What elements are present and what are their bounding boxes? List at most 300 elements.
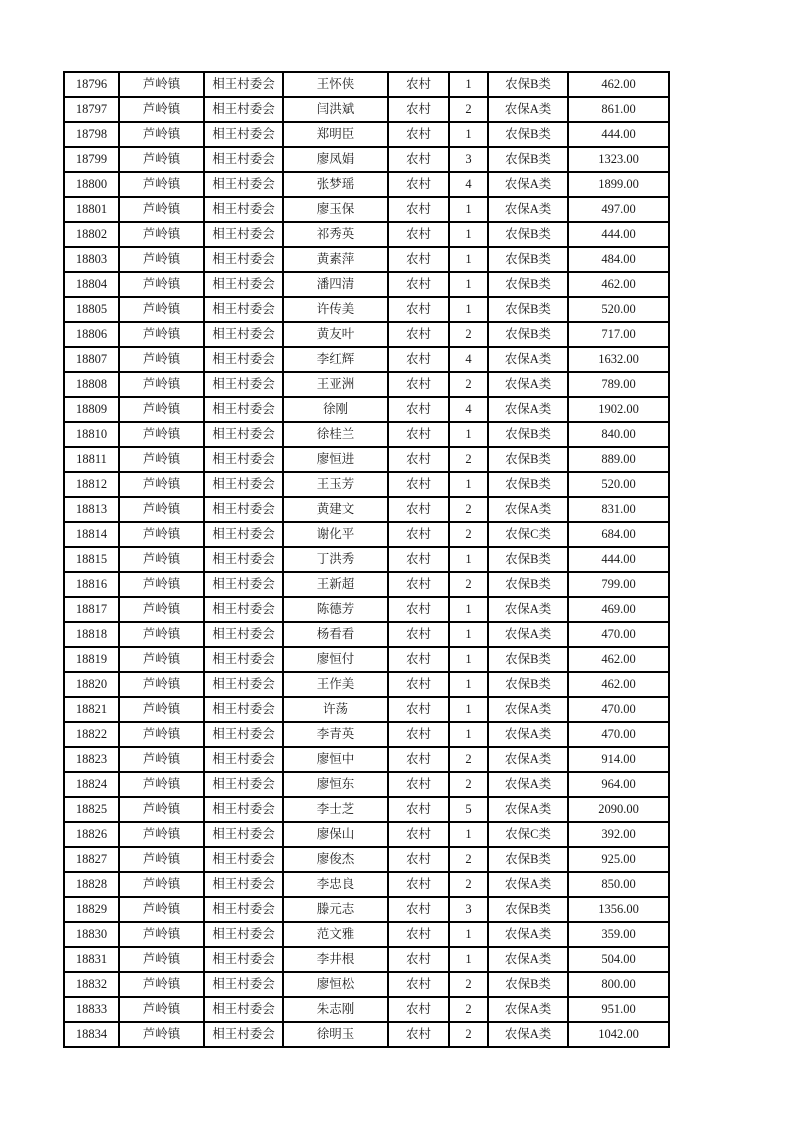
cell-town: 芦岭镇 [119,572,204,597]
table-row [64,597,669,622]
cell-record-id: 18806 [64,322,119,347]
cell-residence-type: 农村 [388,672,449,697]
cell-amount: 2090.00 [568,797,669,822]
cell-village-committee: 相王村委会 [204,672,283,697]
cell-residence-type: 农村 [388,797,449,822]
cell-residence-type: 农村 [388,497,449,522]
cell-person-count: 1 [449,422,488,447]
cell-person-name: 徐明玉 [283,1022,388,1047]
table-row [64,372,669,397]
cell-amount: 470.00 [568,722,669,747]
cell-insurance-category: 农保A类 [488,947,568,972]
cell-amount: 462.00 [568,672,669,697]
cell-amount: 359.00 [568,922,669,947]
table-row [64,447,669,472]
cell-residence-type: 农村 [388,297,449,322]
cell-village-committee: 相王村委会 [204,997,283,1022]
cell-amount: 964.00 [568,772,669,797]
cell-person-count: 2 [449,847,488,872]
cell-amount: 861.00 [568,97,669,122]
cell-person-name: 徐桂兰 [283,422,388,447]
cell-person-count: 4 [449,172,488,197]
cell-person-name: 廖俊杰 [283,847,388,872]
cell-residence-type: 农村 [388,897,449,922]
cell-record-id: 18807 [64,347,119,372]
cell-village-committee: 相王村委会 [204,747,283,772]
cell-person-count: 1 [449,922,488,947]
cell-record-id: 18805 [64,297,119,322]
cell-person-name: 杨看看 [283,622,388,647]
cell-person-name: 许传美 [283,297,388,322]
cell-person-name: 黄建文 [283,497,388,522]
cell-town: 芦岭镇 [119,897,204,922]
cell-insurance-category: 农保A类 [488,722,568,747]
cell-person-name: 李红辉 [283,347,388,372]
table-row [64,897,669,922]
table-row [64,122,669,147]
cell-town: 芦岭镇 [119,672,204,697]
table-row [64,347,669,372]
cell-insurance-category: 农保A类 [488,747,568,772]
cell-person-count: 2 [449,772,488,797]
cell-person-count: 2 [449,872,488,897]
cell-person-name: 廖凤娟 [283,147,388,172]
cell-person-name: 祁秀英 [283,222,388,247]
cell-amount: 470.00 [568,697,669,722]
cell-insurance-category: 农保B类 [488,147,568,172]
cell-town: 芦岭镇 [119,997,204,1022]
cell-village-committee: 相王村委会 [204,897,283,922]
cell-village-committee: 相王村委会 [204,872,283,897]
cell-record-id: 18803 [64,247,119,272]
cell-amount: 889.00 [568,447,669,472]
table-row [64,297,669,322]
cell-amount: 684.00 [568,522,669,547]
cell-person-name: 李忠良 [283,872,388,897]
cell-record-id: 18812 [64,472,119,497]
cell-village-committee: 相王村委会 [204,572,283,597]
cell-amount: 1902.00 [568,397,669,422]
cell-residence-type: 农村 [388,972,449,997]
cell-insurance-category: 农保A类 [488,697,568,722]
cell-residence-type: 农村 [388,447,449,472]
cell-town: 芦岭镇 [119,847,204,872]
cell-person-name: 范文雅 [283,922,388,947]
table-row [64,247,669,272]
cell-person-count: 1 [449,72,488,97]
cell-town: 芦岭镇 [119,172,204,197]
cell-insurance-category: 农保B类 [488,222,568,247]
cell-record-id: 18797 [64,97,119,122]
cell-amount: 497.00 [568,197,669,222]
cell-amount: 831.00 [568,497,669,522]
table-row [64,922,669,947]
cell-residence-type: 农村 [388,997,449,1022]
cell-village-committee: 相王村委会 [204,247,283,272]
cell-town: 芦岭镇 [119,622,204,647]
cell-record-id: 18833 [64,997,119,1022]
cell-village-committee: 相王村委会 [204,272,283,297]
table-row [64,747,669,772]
cell-town: 芦岭镇 [119,947,204,972]
cell-residence-type: 农村 [388,222,449,247]
cell-person-name: 廖恒进 [283,447,388,472]
cell-person-name: 郑明臣 [283,122,388,147]
cell-insurance-category: 农保A类 [488,347,568,372]
cell-person-name: 潘四清 [283,272,388,297]
cell-insurance-category: 农保B类 [488,547,568,572]
cell-insurance-category: 农保A类 [488,872,568,897]
cell-amount: 392.00 [568,822,669,847]
cell-insurance-category: 农保B类 [488,672,568,697]
cell-insurance-category: 农保B类 [488,897,568,922]
cell-person-count: 1 [449,722,488,747]
cell-insurance-category: 农保B类 [488,422,568,447]
cell-record-id: 18816 [64,572,119,597]
cell-residence-type: 农村 [388,747,449,772]
cell-person-count: 1 [449,647,488,672]
cell-residence-type: 农村 [388,472,449,497]
cell-amount: 925.00 [568,847,669,872]
cell-person-count: 1 [449,697,488,722]
cell-record-id: 18800 [64,172,119,197]
cell-residence-type: 农村 [388,322,449,347]
cell-residence-type: 农村 [388,372,449,397]
cell-person-count: 1 [449,547,488,572]
cell-record-id: 18818 [64,622,119,647]
cell-person-name: 王亚洲 [283,372,388,397]
cell-village-committee: 相王村委会 [204,297,283,322]
cell-village-committee: 相王村委会 [204,522,283,547]
cell-person-count: 5 [449,797,488,822]
cell-insurance-category: 农保C类 [488,822,568,847]
table-row [64,647,669,672]
cell-person-count: 2 [449,497,488,522]
cell-insurance-category: 农保A类 [488,622,568,647]
benefit-roster-table [63,71,670,1048]
cell-person-name: 陈德芳 [283,597,388,622]
cell-amount: 717.00 [568,322,669,347]
cell-residence-type: 农村 [388,872,449,897]
cell-residence-type: 农村 [388,697,449,722]
cell-person-name: 张梦瑶 [283,172,388,197]
cell-town: 芦岭镇 [119,72,204,97]
cell-person-count: 2 [449,1022,488,1047]
cell-residence-type: 农村 [388,147,449,172]
cell-record-id: 18811 [64,447,119,472]
cell-town: 芦岭镇 [119,647,204,672]
cell-village-committee: 相王村委会 [204,647,283,672]
table-row [64,322,669,347]
cell-insurance-category: 农保B类 [488,572,568,597]
cell-person-count: 1 [449,197,488,222]
cell-person-name: 廖恒付 [283,647,388,672]
cell-village-committee: 相王村委会 [204,922,283,947]
cell-person-name: 廖恒松 [283,972,388,997]
table-row [64,547,669,572]
cell-amount: 444.00 [568,122,669,147]
cell-person-count: 1 [449,122,488,147]
cell-village-committee: 相王村委会 [204,222,283,247]
cell-person-name: 黄素萍 [283,247,388,272]
cell-town: 芦岭镇 [119,147,204,172]
table-row [64,1022,669,1047]
cell-amount: 1042.00 [568,1022,669,1047]
cell-village-committee: 相王村委会 [204,97,283,122]
cell-person-count: 1 [449,622,488,647]
cell-village-committee: 相王村委会 [204,722,283,747]
cell-record-id: 18823 [64,747,119,772]
cell-record-id: 18820 [64,672,119,697]
cell-village-committee: 相王村委会 [204,797,283,822]
cell-amount: 1899.00 [568,172,669,197]
cell-record-id: 18831 [64,947,119,972]
cell-insurance-category: 农保B类 [488,322,568,347]
cell-residence-type: 农村 [388,647,449,672]
cell-person-name: 王怀侠 [283,72,388,97]
table-row [64,197,669,222]
cell-insurance-category: 农保A类 [488,922,568,947]
table-row [64,672,669,697]
cell-town: 芦岭镇 [119,697,204,722]
cell-amount: 504.00 [568,947,669,972]
table-row [64,572,669,597]
cell-village-committee: 相王村委会 [204,697,283,722]
cell-record-id: 18830 [64,922,119,947]
cell-residence-type: 农村 [388,597,449,622]
cell-village-committee: 相王村委会 [204,597,283,622]
cell-town: 芦岭镇 [119,297,204,322]
cell-village-committee: 相王村委会 [204,947,283,972]
table-row [64,972,669,997]
cell-record-id: 18819 [64,647,119,672]
cell-person-count: 2 [449,572,488,597]
cell-town: 芦岭镇 [119,372,204,397]
cell-insurance-category: 农保B类 [488,297,568,322]
cell-village-committee: 相王村委会 [204,772,283,797]
cell-amount: 850.00 [568,872,669,897]
table-row [64,797,669,822]
cell-residence-type: 农村 [388,922,449,947]
cell-record-id: 18825 [64,797,119,822]
table-row [64,622,669,647]
table-row [64,472,669,497]
table-row [64,397,669,422]
cell-person-count: 4 [449,397,488,422]
table-row [64,497,669,522]
table-row [64,422,669,447]
cell-person-count: 1 [449,822,488,847]
cell-record-id: 18801 [64,197,119,222]
cell-person-name: 廖恒东 [283,772,388,797]
cell-village-committee: 相王村委会 [204,172,283,197]
cell-person-name: 王玉芳 [283,472,388,497]
cell-village-committee: 相王村委会 [204,147,283,172]
cell-amount: 914.00 [568,747,669,772]
cell-insurance-category: 农保B类 [488,122,568,147]
cell-residence-type: 农村 [388,947,449,972]
cell-town: 芦岭镇 [119,447,204,472]
cell-amount: 1356.00 [568,897,669,922]
cell-record-id: 18817 [64,597,119,622]
cell-person-name: 许荡 [283,697,388,722]
cell-amount: 520.00 [568,472,669,497]
cell-residence-type: 农村 [388,122,449,147]
table-row [64,997,669,1022]
table-row [64,72,669,97]
cell-record-id: 18802 [64,222,119,247]
cell-residence-type: 农村 [388,397,449,422]
cell-record-id: 18827 [64,847,119,872]
table-row [64,772,669,797]
cell-town: 芦岭镇 [119,872,204,897]
cell-insurance-category: 农保B类 [488,447,568,472]
cell-person-name: 朱志刚 [283,997,388,1022]
table-body [64,72,669,1047]
cell-town: 芦岭镇 [119,597,204,622]
cell-town: 芦岭镇 [119,972,204,997]
cell-village-committee: 相王村委会 [204,372,283,397]
cell-village-committee: 相王村委会 [204,347,283,372]
cell-town: 芦岭镇 [119,522,204,547]
table-row [64,222,669,247]
cell-record-id: 18822 [64,722,119,747]
cell-residence-type: 农村 [388,847,449,872]
cell-record-id: 18815 [64,547,119,572]
cell-record-id: 18821 [64,697,119,722]
cell-record-id: 18814 [64,522,119,547]
cell-person-count: 2 [449,522,488,547]
cell-person-count: 3 [449,147,488,172]
cell-village-committee: 相王村委会 [204,622,283,647]
cell-village-committee: 相王村委会 [204,322,283,347]
cell-insurance-category: 农保A类 [488,397,568,422]
cell-town: 芦岭镇 [119,1022,204,1047]
cell-person-name: 徐刚 [283,397,388,422]
cell-village-committee: 相王村委会 [204,72,283,97]
cell-insurance-category: 农保C类 [488,522,568,547]
cell-person-count: 4 [449,347,488,372]
cell-person-count: 2 [449,972,488,997]
cell-record-id: 18829 [64,897,119,922]
cell-town: 芦岭镇 [119,797,204,822]
cell-village-committee: 相王村委会 [204,547,283,572]
table-row [64,172,669,197]
cell-insurance-category: 农保B类 [488,247,568,272]
cell-person-name: 廖保山 [283,822,388,847]
cell-amount: 800.00 [568,972,669,997]
cell-person-name: 谢化平 [283,522,388,547]
cell-residence-type: 农村 [388,547,449,572]
cell-village-committee: 相王村委会 [204,447,283,472]
cell-person-name: 王作美 [283,672,388,697]
table-row [64,872,669,897]
table-row [64,947,669,972]
cell-amount: 462.00 [568,647,669,672]
cell-insurance-category: 农保A类 [488,172,568,197]
cell-person-count: 2 [449,997,488,1022]
cell-village-committee: 相王村委会 [204,822,283,847]
cell-town: 芦岭镇 [119,472,204,497]
cell-record-id: 18828 [64,872,119,897]
table-row [64,697,669,722]
cell-insurance-category: 农保A类 [488,197,568,222]
cell-amount: 469.00 [568,597,669,622]
cell-insurance-category: 农保B类 [488,972,568,997]
cell-village-committee: 相王村委会 [204,472,283,497]
cell-insurance-category: 农保A类 [488,797,568,822]
cell-record-id: 18809 [64,397,119,422]
cell-person-name: 滕元志 [283,897,388,922]
cell-town: 芦岭镇 [119,547,204,572]
cell-insurance-category: 农保A类 [488,597,568,622]
cell-town: 芦岭镇 [119,747,204,772]
table-row [64,272,669,297]
cell-town: 芦岭镇 [119,197,204,222]
cell-record-id: 18832 [64,972,119,997]
cell-person-name: 李士芝 [283,797,388,822]
cell-person-name: 李青英 [283,722,388,747]
cell-residence-type: 农村 [388,822,449,847]
cell-amount: 1632.00 [568,347,669,372]
cell-residence-type: 农村 [388,197,449,222]
cell-amount: 462.00 [568,272,669,297]
cell-insurance-category: 农保B类 [488,847,568,872]
cell-amount: 462.00 [568,72,669,97]
cell-insurance-category: 农保B类 [488,72,568,97]
cell-town: 芦岭镇 [119,247,204,272]
cell-record-id: 18813 [64,497,119,522]
cell-record-id: 18810 [64,422,119,447]
cell-amount: 840.00 [568,422,669,447]
cell-residence-type: 农村 [388,722,449,747]
cell-person-count: 2 [449,322,488,347]
cell-residence-type: 农村 [388,572,449,597]
cell-person-name: 闫洪斌 [283,97,388,122]
cell-insurance-category: 农保A类 [488,997,568,1022]
table-row [64,97,669,122]
cell-town: 芦岭镇 [119,422,204,447]
cell-residence-type: 农村 [388,772,449,797]
cell-person-count: 1 [449,272,488,297]
cell-village-committee: 相王村委会 [204,972,283,997]
cell-person-count: 2 [449,447,488,472]
cell-residence-type: 农村 [388,72,449,97]
cell-person-name: 廖玉保 [283,197,388,222]
cell-amount: 444.00 [568,547,669,572]
cell-amount: 799.00 [568,572,669,597]
cell-person-count: 1 [449,472,488,497]
cell-residence-type: 农村 [388,1022,449,1047]
cell-amount: 1323.00 [568,147,669,172]
table-row [64,847,669,872]
cell-village-committee: 相王村委会 [204,397,283,422]
cell-record-id: 18808 [64,372,119,397]
cell-record-id: 18826 [64,822,119,847]
cell-town: 芦岭镇 [119,322,204,347]
cell-town: 芦岭镇 [119,97,204,122]
cell-residence-type: 农村 [388,247,449,272]
cell-amount: 484.00 [568,247,669,272]
table-row [64,522,669,547]
cell-person-name: 廖恒中 [283,747,388,772]
cell-person-count: 1 [449,297,488,322]
cell-person-name: 李井根 [283,947,388,972]
table-row [64,147,669,172]
cell-residence-type: 农村 [388,272,449,297]
cell-village-committee: 相王村委会 [204,122,283,147]
cell-village-committee: 相王村委会 [204,1022,283,1047]
